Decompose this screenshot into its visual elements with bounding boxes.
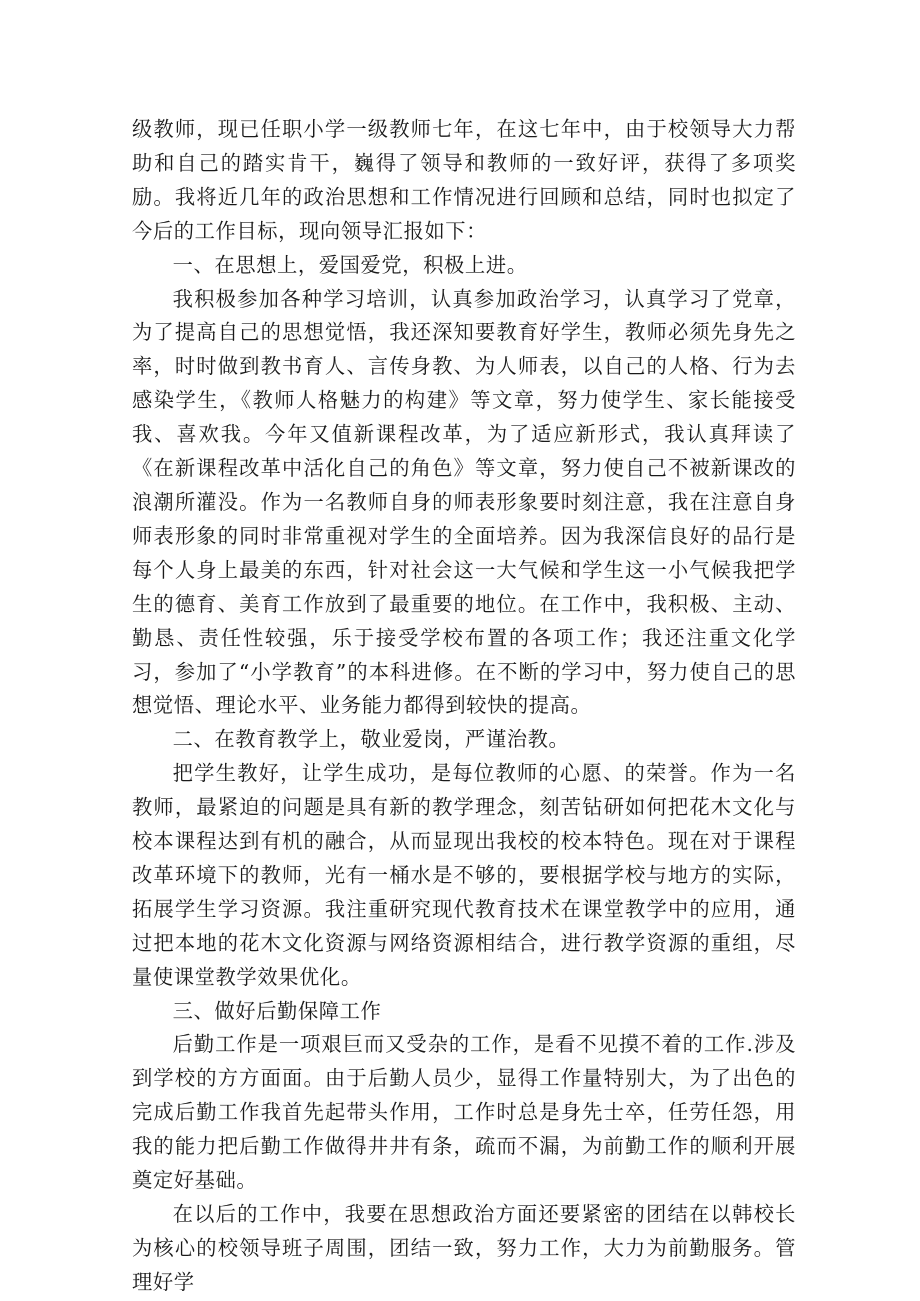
teaching-paragraph: 把学生教好，让学生成功，是每位教师的心愿、的荣誉。作为一名教师，最紧迫的问题是具有新的教学理念，刻苦钻研如何把花木文化与校本课程达到有机的融合，从而显现出我校的校本特色。现在对于课程改革环境下的教师，光有一桶水是不够的，要根据学校与地方的实际，拓展学生学习资源。我注重研究现代教育技术在课堂教学中的应用，通过把本地的花木文化资源与网络资源相结合，进行教学资源的重组，尽量使课堂教学效果优化。 — [132, 761, 796, 989]
document-page — [132, 113, 796, 1300]
section-heading-logistics: 三、做好后勤保障工作 — [172, 998, 382, 1023]
intro-paragraph: 级教师，现已任职小学一级教师七年，在这七年中，由于校领导大力帮助和自己的踏实肯干，巍得了领导和教师的一致好评，获得了多项奖励。我将近几年的政治思想和工作情况进行回顾和总结，同时也拟定了今后的工作目标，现向领导汇报如下： — [132, 117, 796, 243]
ideology-paragraph: 我积极参加各种学习培训，认真参加政治学习，认真学习了党章，为了提高自己的思想觉悟，我还深知要教育好学生，教师必须先身先之率，时时做到教书育人、言传身教、为人师表，以自己的人格、行为去感染学生，《教师人格魅力的构建》等文章，努力使学生、家长能接受我、喜欢我。今年又值新课程改革，为了适应新形式，我认真拜读了《在新课程改革中活化自己的角色》等文章，努力使自己不被新课改的浪潮所灌没。作为一名教师自身的师表形象要时刻注意，我在注意自身师表形象的同时非常重视对学生的全面培养。因为我深信良好的品行是每个人身上最美的东西，针对社会这一大气候和学生这一小气候我把学生的德育、美育工作放到了最重要的地位。在工作中，我积极、主动、勤恳、责任性较强，乐于接受学校布置的各项工作；我还注重文化学习，参加了“小学教育”的本科进修。在不断的学习中，努力使自己的思想觉悟、理论水平、业务能力都得到较快的提高。 — [132, 286, 796, 718]
section-heading-ideology: 一、在思想上，爱国爱党，积极上进。 — [172, 252, 528, 277]
section-heading-teaching: 二、在教育教学上，敬业爱岗，严谨治教。 — [172, 727, 570, 752]
future-work-paragraph: 在以后的工作中，我要在思想政治方面还要紧密的团结在以韩校长为核心的校领导班子周围，团结一致，努力工作，大力为前勤服务。管理好学 — [132, 1202, 796, 1294]
logistics-paragraph: 后勤工作是一项艰巨而又受杂的工作，是看不见摸不着的工作.涉及到学校的方方面面。由于后勤人员少，显得工作量特别大，为了出色的完成后勤工作我首先起带头作用，工作时总是身先士卒，任劳任怨，用我的能力把后勤工作做得井井有条，疏而不漏，为前勤工作的顺利开展奠定好基础。 — [132, 1032, 796, 1193]
